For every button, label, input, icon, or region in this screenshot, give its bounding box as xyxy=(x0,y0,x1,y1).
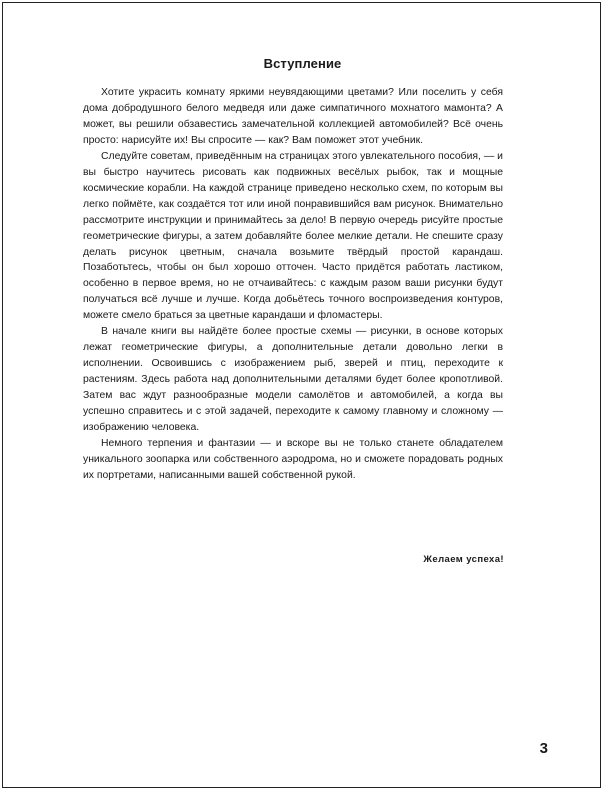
paragraph-intro: Хотите украсить комнату яркими неувядающими цветами? Или поселить у себя дома добродушного белого медведя или даже симпатичного мохнатого мамонта? А может, вы решили обзавестись замечательной коллекцией автомобилей? Всё очень просто: нарисуйте их! Вы спросите — как? Вам поможет этот учебник. xyxy=(83,87,503,146)
body-text xyxy=(83,85,503,484)
page-number: 3 xyxy=(539,740,548,757)
paragraph-conclusion: Немного терпения и фантазии — и вскоре вы не только станете обладателем уникального зоопарка или собственного аэродрома, но и сможете порадовать родных их портретами, написанными вашей собственной рукой. xyxy=(83,437,503,481)
paragraph-advice: Следуйте советам, приведённым на страницах этого увлекательного пособия, — и вы быстро научитесь рисовать как подвижных весёлых рыбок, так и мощные космические корабли. На каждой странице приведено несколько схем, по которым вы легко поймёте, как создаётся тот или иной понравившийся вам рисунок. Внимательно рассмотрите инструкции и принимайтесь за дело! В первую очередь рисуйте простые геометрические фигуры, а затем добавляйте более мелкие детали. Не спешите сразу делать рисунок цветным, сначала возьмите твёрдый простой карандаш. Позаботьтесь, чтобы он был хорошо отточен. Часто придётся работать ластиком, особенно в первое время, но не отчаивайтесь: с каждым разом ваши рисунки будут получаться всё лучше и лучше. Когда добьётесь точного воспроизведения контуров, можете смело браться за цветные карандаши и фломастеры. xyxy=(83,150,503,322)
closing-wish: Желаем успеха! xyxy=(423,554,504,565)
page-title: Вступление xyxy=(263,56,342,71)
paragraph-book-structure: В начале книги вы найдёте более простые схемы — рисунки, в основе которых лежат геометрические фигуры, а дополнительные детали довольно легки в исполнении. Освоившись с изображением рыб, зверей и птиц, переходите к растениям. Здесь работа над дополнительными деталями будет более кропотливой. Затем вас ждут разнообразные модели самолётов и автомобилей, а когда вы успешно справитесь и с этой задачей, переходите к самому главному и сложному — изображению человека. xyxy=(83,326,503,434)
